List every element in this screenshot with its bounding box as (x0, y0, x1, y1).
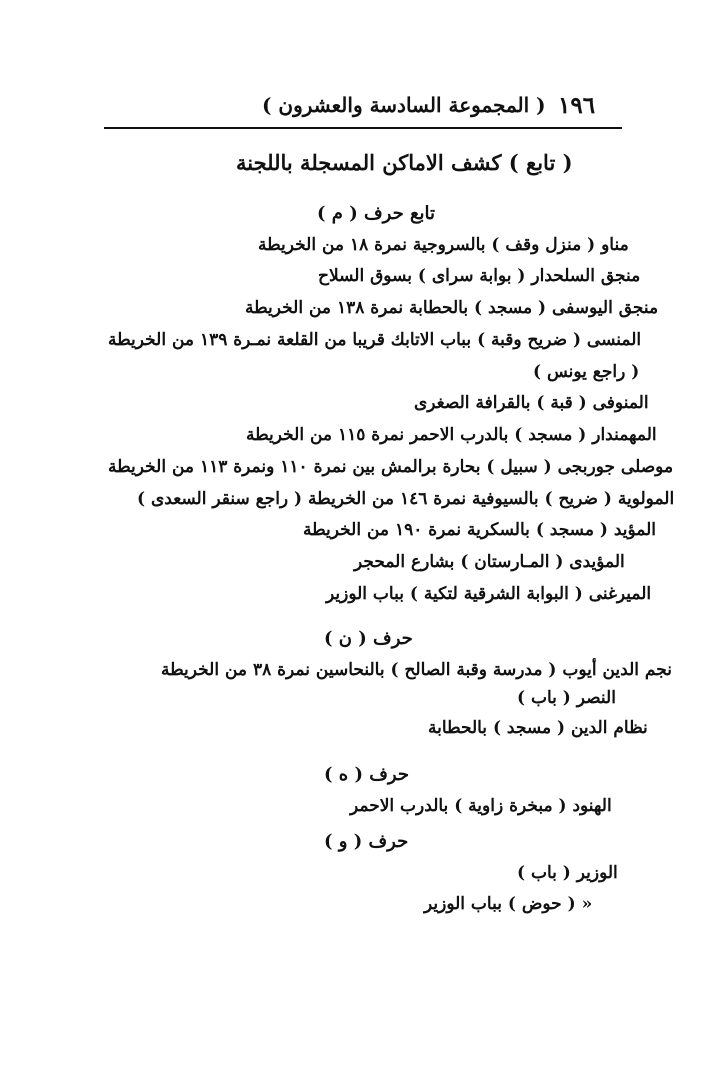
section-heading-mim: تابع حرف ( م ) (317, 203, 436, 224)
entry: مناو ( منزل وقف ) بالسروجية نمرة ١٨ من الخريطة (258, 235, 629, 255)
entry: المهمندار ( مسجد ) بالدرب الاحمر نمرة ١١٥ من الخريطة (246, 425, 657, 445)
entry: المؤيد ( مسجد ) بالسكرية نمرة ١٩٠ من الخريطة (303, 520, 656, 540)
entry: منجق اليوسفى ( مسجد ) بالحطابة نمرة ١٣٨ من الخريطة (245, 298, 659, 318)
entry: الميرغنى ( البوابة الشرقية لتكية ) بباب الوزير (326, 584, 652, 604)
entry: النصر ( باب ) (517, 688, 616, 708)
section-heading-waw: حرف ( و ) (324, 831, 409, 852)
entry: منجق السلحدار ( بوابة سراى ) بسوق السلاح (318, 266, 641, 286)
entry: ( راجع يونس ) (533, 362, 640, 382)
entry: المنوفى ( قبة ) بالقرافة الصغرى (414, 393, 649, 413)
section-heading-nun: حرف ( ن ) (324, 628, 413, 649)
page-title: ( تابع ) كشف الاماكن المسجلة باللجنة (236, 150, 573, 175)
entry: نجم الدين أيوب ( مدرسة وقبة الصالح ) بالنحاسين نمرة ٣٨ من الخريطة (161, 660, 672, 680)
entry: موصلى جوربجى ( سبيل ) بحارة برالمش بين نمرة ١١٠ ونمرة ١١٣ من الخريطة (108, 457, 674, 477)
section-heading-ha: حرف ( ه ) (324, 764, 409, 785)
entry: الهنود ( مبخرة زاوية ) بالدرب الاحمر (350, 796, 612, 816)
page-number: ١٩٦ (558, 92, 596, 119)
entry: المؤيدى ( المـارستان ) بشارع المحجر (354, 552, 625, 572)
entry: « ( حوض ) بباب الوزير (424, 894, 593, 914)
entry: نظام الدين ( مسجد ) بالحطابة (428, 718, 648, 738)
entry: الوزير ( باب ) (517, 863, 618, 883)
entry: المنسى ( ضريح وقبة ) بباب الاتابك قريبا من القلعة نمـرة ١٣٩ من الخريطة (108, 330, 642, 350)
entry: المولوية ( ضريح ) بالسيوفية نمرة ١٤٦ من الخريطة ( راجع سنقر السعدى ) (137, 489, 675, 509)
header-rule (104, 127, 622, 129)
running-head: ( المجموعة السادسة والعشرون ) (262, 93, 546, 117)
